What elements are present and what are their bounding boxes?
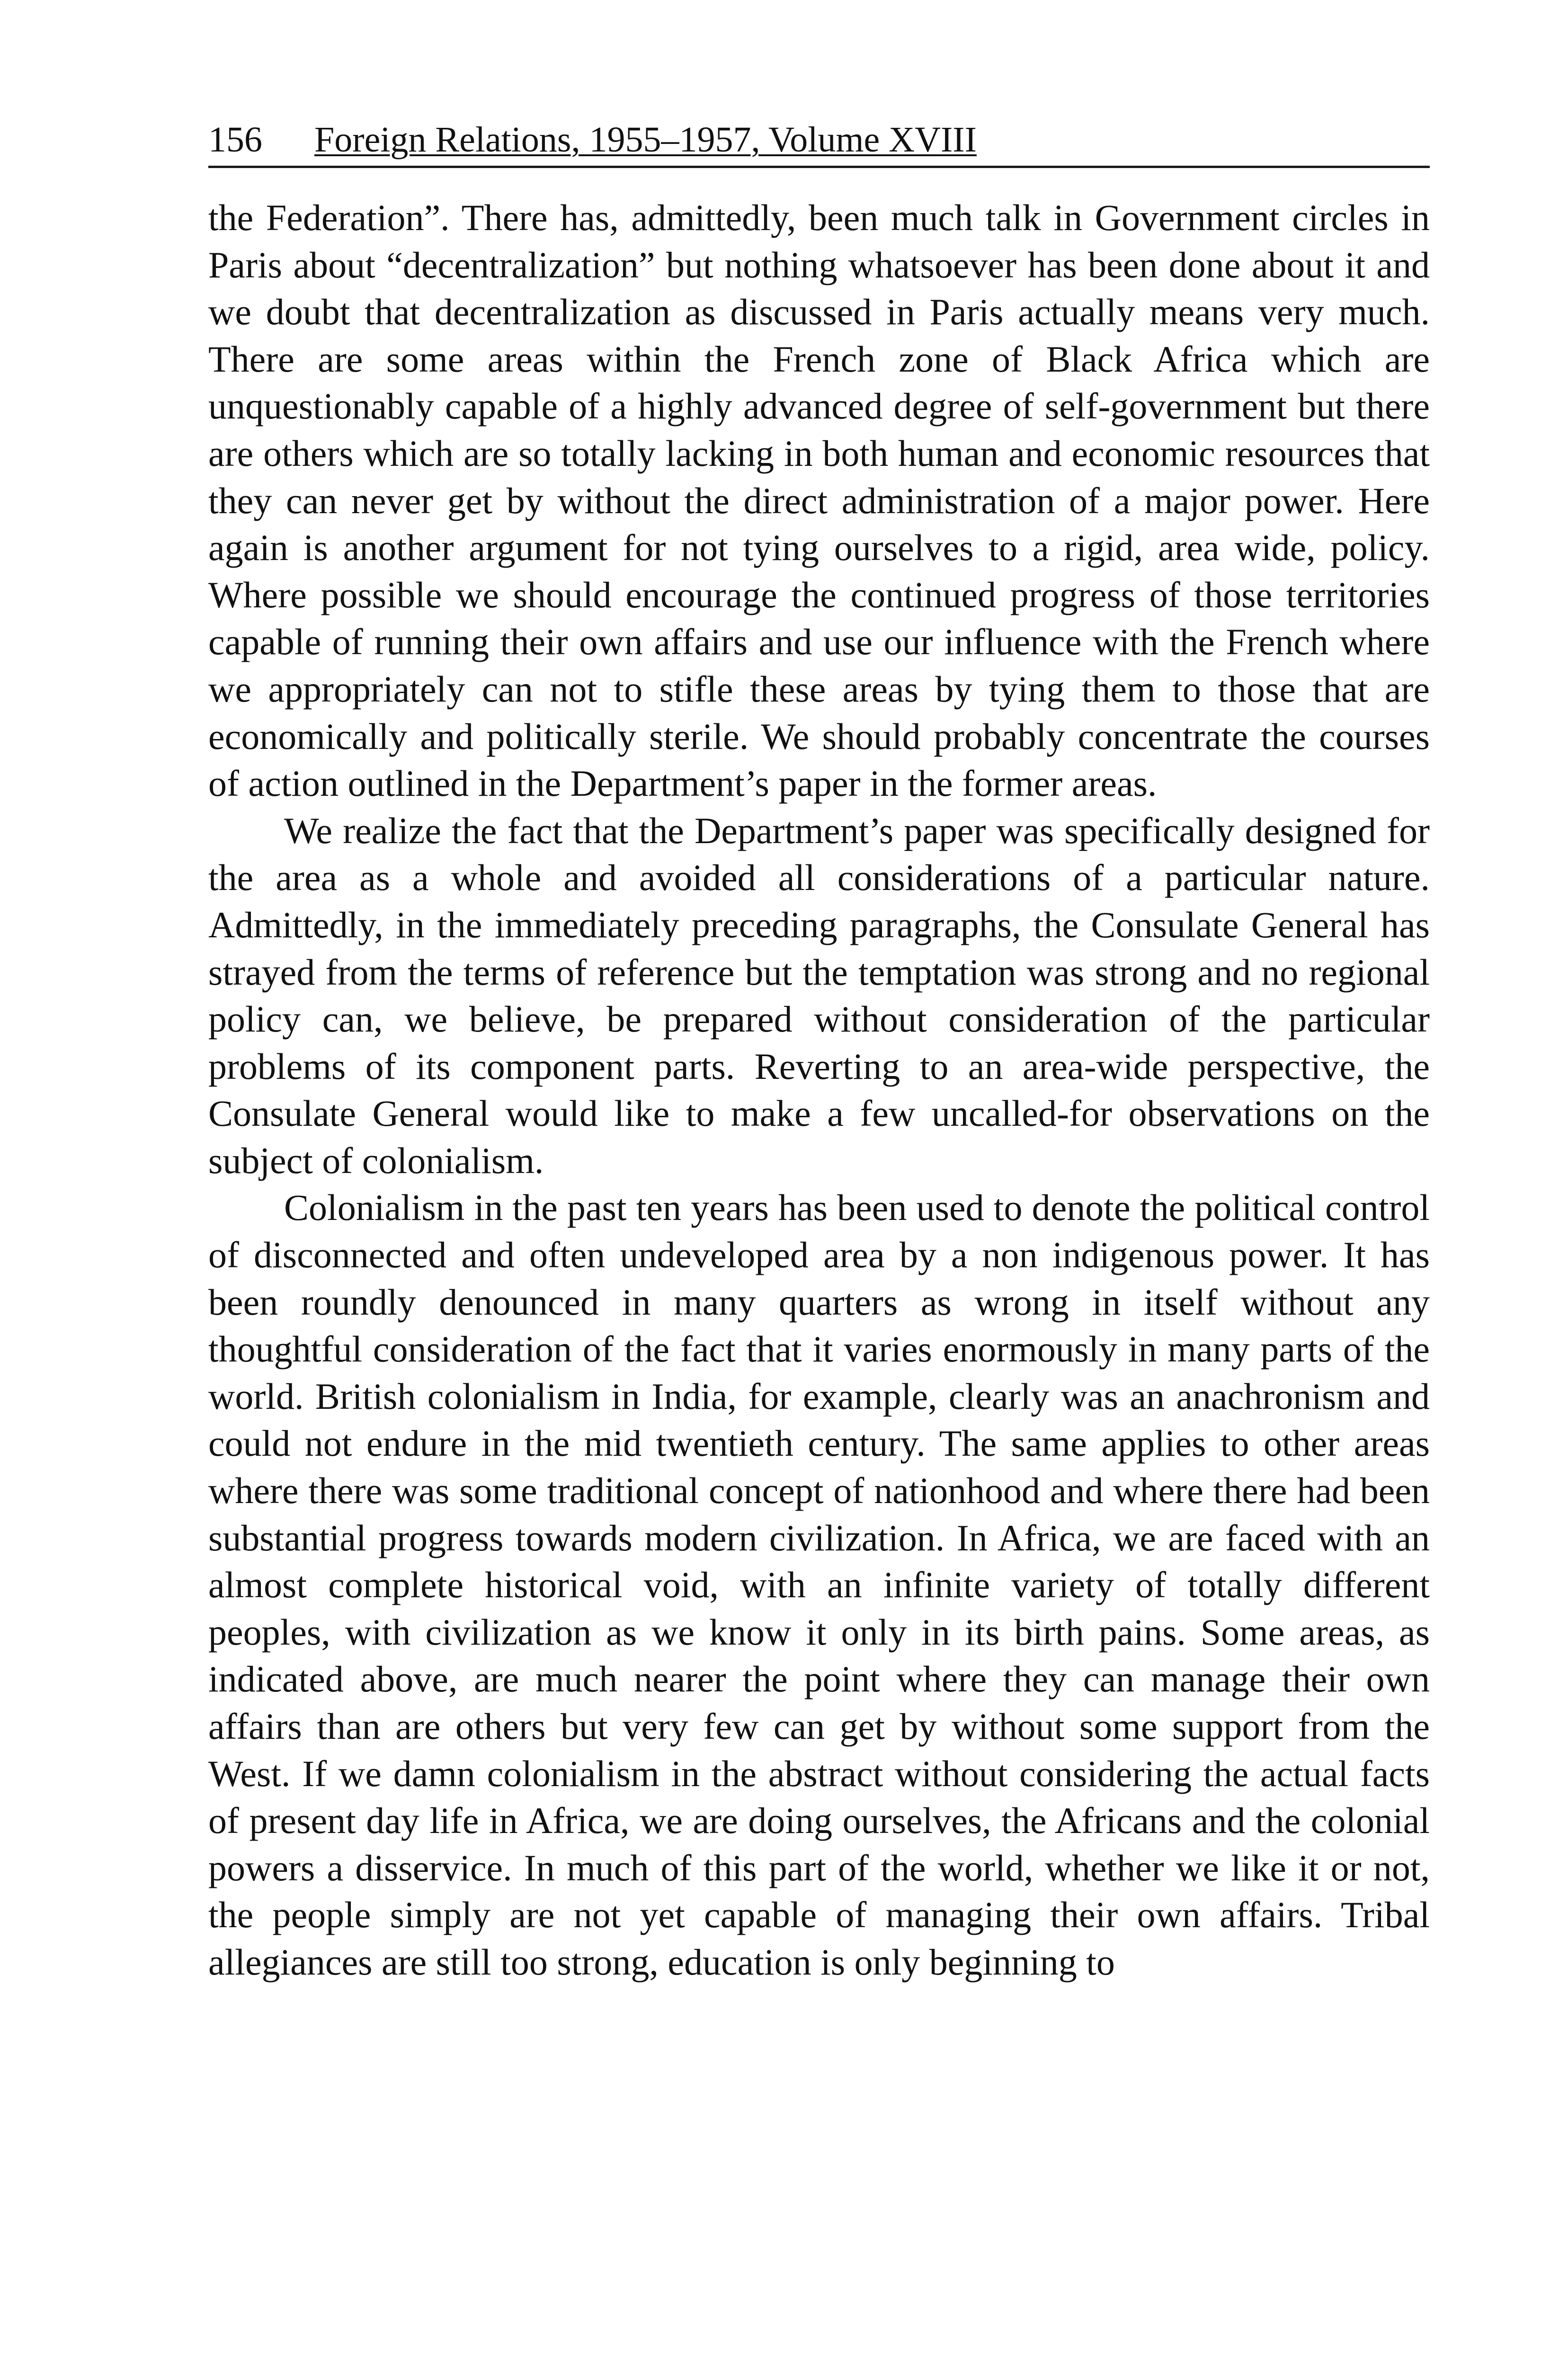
paragraph-1: the Federation”. There has, admittedly, been much talk in Government circles in Paris about “decentralization” but nothing whatsoever has been done about it and we doubt that decentralization as discussed in Paris actually means very much. There are some areas within the French zone of Black Africa which are unquestionably capable of a highly advanced degree of self-government but there are others which are so totally lacking in both human and economic resources that they can never get by without the direct administration of a major power. Here again is another argument for not tying ourselves to a rigid, area wide, policy. Where possible we should encourage the continued progress of those territories capable of running their own affairs and use our influence with the French where we appropriately can not to stifle these areas by tying them to those that are economically and politically sterile. We should probably concentrate the courses of action outlined in the Department’s paper in the former areas. [208,197,1430,804]
page-number: 156 [208,120,262,160]
paragraph-3: Colonialism in the past ten years has been used to denote the political control of disconnected and often undeveloped area by a non indigenous power. It has been roundly denounced in many quarters as wrong in itself without any thoughtful consideration of the fact that it varies enormously in many parts of the world. British colonialism in India, for example, clearly was an anachronism and could not endure in the mid twentieth century. The same applies to other areas where there was some traditional concept of nationhood and where there had been substantial progress towards modern civilization. In Africa, we are faced with an almost complete historical void, with an infinite variety of totally different peoples, with civilization as we know it only in its birth pains. Some areas, as indicated above, are much nearer the point where they can manage their own affairs than are others but very few can get by without some support from the West. If we damn colonialism in the abstract without considering the actual facts of present day life in Africa, we are doing ourselves, the Africans and the colonial powers a disservice. In much of this part of the world, whether we like it or not, the people simply are not yet capable of managing their own affairs. Tribal allegiances are still too strong, education is only beginning to [208,1187,1430,1983]
running-head [208,114,1430,168]
paragraph-2: We realize the fact that the Department’s paper was specifically designed for the area as a whole and avoided all considerations of a particular nature. Admittedly, in the immediately preceding paragraphs, the Consulate General has strayed from the terms of reference but the temptation was strong and no regional policy can, we believe, be prepared without consideration of the particular problems of its component parts. Reverting to an area-wide perspective, the Consulate General would like to make a few uncalled-for observations on the subject of colonialism. [208,810,1430,1181]
running-head-title: Foreign Relations, 1955–1957, Volume XVIII [314,120,977,160]
body-text [208,194,1430,1986]
